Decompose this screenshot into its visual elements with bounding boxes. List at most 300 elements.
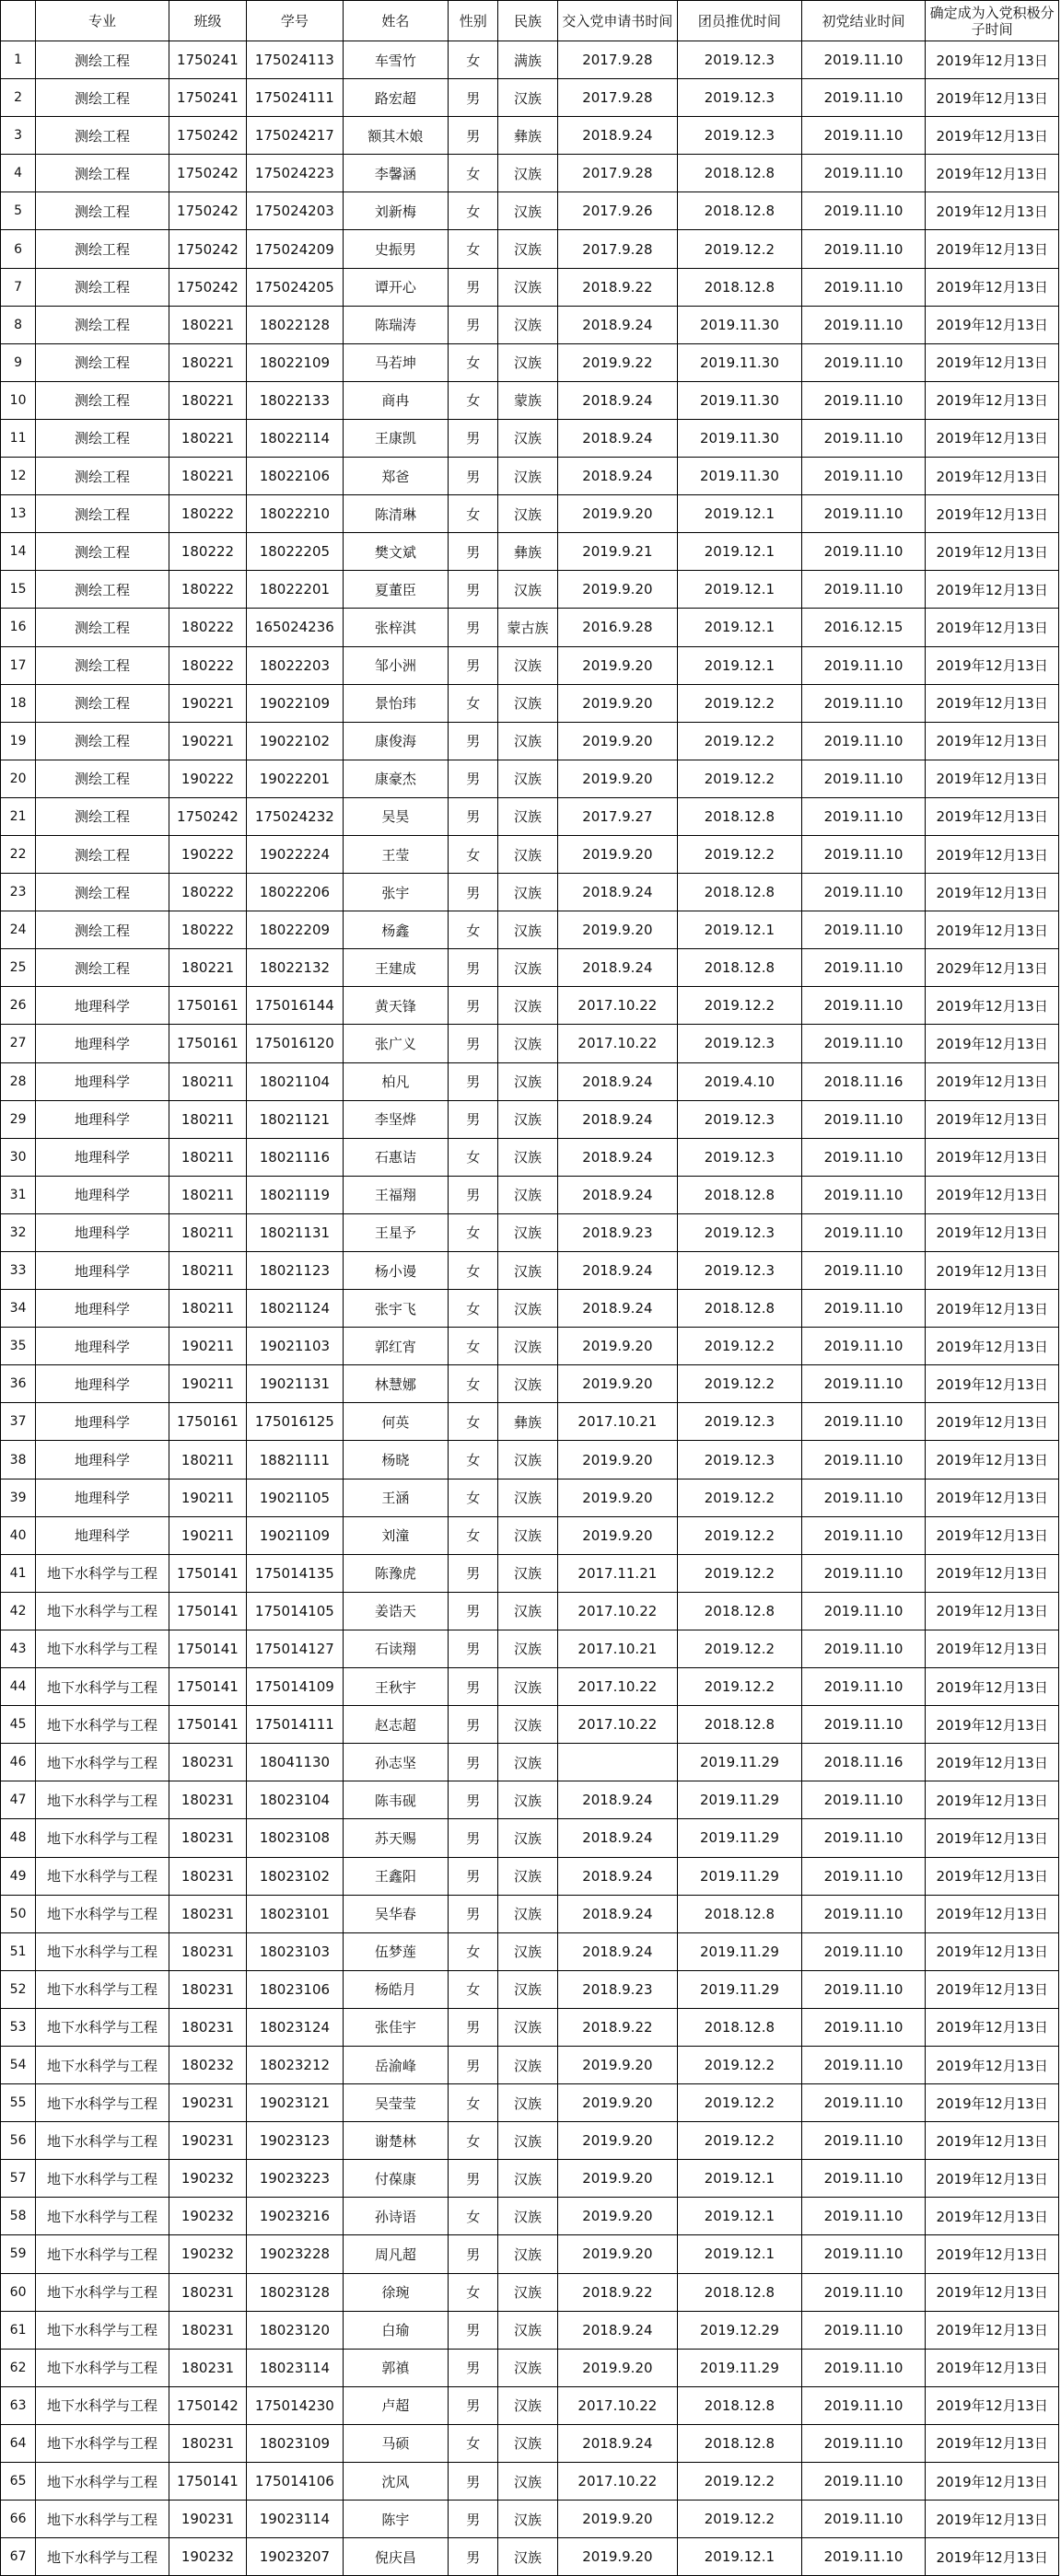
training-date-cell: 2019.11.10 (801, 117, 926, 155)
ethnicity-cell: 汉族 (498, 1290, 557, 1328)
gender-cell: 男 (449, 722, 498, 760)
major-cell: 测绘工程 (36, 419, 169, 457)
activist-date-cell: 2019年12月13日 (926, 2084, 1059, 2122)
gender-cell: 男 (449, 1819, 498, 1857)
recommendation-date-cell: 2019.12.3 (678, 79, 802, 117)
recommendation-date-cell: 2018.12.8 (678, 2273, 802, 2311)
student-id-cell: 18021123 (247, 1252, 343, 1290)
gender-cell: 女 (449, 41, 498, 79)
student-id-cell: 175014105 (247, 1592, 343, 1630)
class-cell: 1750242 (169, 192, 246, 230)
col-name-header: 姓名 (343, 1, 448, 41)
class-cell: 180222 (169, 533, 246, 571)
table-row (1, 722, 1059, 760)
name-cell: 额其木娘 (343, 117, 448, 155)
activist-date-cell: 2019年12月13日 (926, 2424, 1059, 2462)
major-cell: 地理科学 (36, 1290, 169, 1328)
name-cell: 王福翔 (343, 1176, 448, 1213)
gender-cell: 女 (449, 155, 498, 192)
application-date-cell: 2018.9.22 (557, 2273, 678, 2311)
class-cell: 190211 (169, 1365, 246, 1403)
class-cell: 180231 (169, 1895, 246, 1932)
recommendation-date-cell: 2019.4.10 (678, 1062, 802, 1100)
table-body (1, 41, 1059, 2576)
gender-cell: 男 (449, 874, 498, 911)
recommendation-date-cell: 2019.12.3 (678, 1138, 802, 1176)
gender-cell: 女 (449, 1328, 498, 1365)
activist-date-cell: 2019年12月13日 (926, 911, 1059, 949)
application-date-cell: 2019.9.20 (557, 2122, 678, 2160)
activist-date-cell: 2019年12月13日 (926, 1176, 1059, 1213)
student-id-cell: 19021131 (247, 1365, 343, 1403)
student-id-cell: 18023120 (247, 2311, 343, 2349)
recommendation-date-cell: 2019.11.30 (678, 419, 802, 457)
ethnicity-cell: 汉族 (498, 2235, 557, 2273)
row-index: 4 (1, 155, 36, 192)
class-cell: 180221 (169, 343, 246, 381)
row-index: 33 (1, 1252, 36, 1290)
table-row (1, 1479, 1059, 1516)
row-index: 25 (1, 949, 36, 987)
ethnicity-cell: 汉族 (498, 987, 557, 1025)
row-index: 62 (1, 2349, 36, 2386)
training-date-cell: 2019.11.10 (801, 571, 926, 609)
recommendation-date-cell: 2018.12.8 (678, 797, 802, 835)
gender-cell: 男 (449, 2463, 498, 2501)
training-date-cell: 2019.11.10 (801, 495, 926, 533)
activist-date-cell: 2019年12月13日 (926, 1744, 1059, 1781)
training-date-cell: 2019.11.10 (801, 155, 926, 192)
col-class-header: 班级 (169, 1, 246, 41)
training-date-cell: 2019.11.10 (801, 533, 926, 571)
table-row (1, 495, 1059, 533)
name-cell: 卢超 (343, 2386, 448, 2424)
row-index: 46 (1, 1744, 36, 1781)
table-row (1, 117, 1059, 155)
class-cell: 1750142 (169, 2386, 246, 2424)
activist-date-cell: 2019年12月13日 (926, 1138, 1059, 1176)
training-date-cell: 2019.11.10 (801, 835, 926, 873)
row-index: 34 (1, 1290, 36, 1328)
name-cell: 邹小洲 (343, 646, 448, 684)
major-cell: 测绘工程 (36, 192, 169, 230)
class-cell: 180211 (169, 1441, 246, 1479)
application-date-cell: 2017.9.28 (557, 79, 678, 117)
class-cell: 180232 (169, 2046, 246, 2083)
row-index: 40 (1, 1516, 36, 1554)
student-id-cell: 18021104 (247, 1062, 343, 1100)
ethnicity-cell: 汉族 (498, 1932, 557, 1970)
student-id-cell: 19023121 (247, 2084, 343, 2122)
major-cell: 地下水科学与工程 (36, 2386, 169, 2424)
table-row (1, 2235, 1059, 2273)
row-index: 9 (1, 343, 36, 381)
major-cell: 地理科学 (36, 1516, 169, 1554)
table-row (1, 343, 1059, 381)
name-cell: 陈清琳 (343, 495, 448, 533)
training-date-cell: 2019.11.10 (801, 1970, 926, 2008)
recommendation-date-cell: 2018.12.8 (678, 1290, 802, 1328)
activist-date-cell: 2019年12月13日 (926, 1025, 1059, 1062)
ethnicity-cell: 汉族 (498, 1819, 557, 1857)
name-cell: 沈风 (343, 2463, 448, 2501)
name-cell: 张广义 (343, 1025, 448, 1062)
training-date-cell: 2019.11.10 (801, 2273, 926, 2311)
class-cell: 180221 (169, 381, 246, 419)
major-cell: 地理科学 (36, 1176, 169, 1213)
col-gender-header: 性别 (449, 1, 498, 41)
class-cell: 190231 (169, 2501, 246, 2538)
class-cell: 190211 (169, 1328, 246, 1365)
training-date-cell: 2019.11.10 (801, 1025, 926, 1062)
major-cell: 地下水科学与工程 (36, 2046, 169, 2083)
gender-cell: 男 (449, 2501, 498, 2538)
training-date-cell: 2019.11.10 (801, 874, 926, 911)
row-index: 58 (1, 2198, 36, 2235)
class-cell: 190221 (169, 722, 246, 760)
gender-cell: 女 (449, 1252, 498, 1290)
major-cell: 测绘工程 (36, 230, 169, 268)
ethnicity-cell: 蒙族 (498, 381, 557, 419)
ethnicity-cell: 彝族 (498, 533, 557, 571)
name-cell: 孙志坚 (343, 1744, 448, 1781)
class-cell: 1750141 (169, 1668, 246, 1706)
student-id-cell: 19023228 (247, 2235, 343, 2273)
row-index: 5 (1, 192, 36, 230)
application-date-cell: 2018.9.24 (557, 1819, 678, 1857)
application-date-cell: 2019.9.20 (557, 911, 678, 949)
row-index: 45 (1, 1706, 36, 1744)
application-date-cell: 2019.9.20 (557, 1365, 678, 1403)
application-date-cell: 2019.9.20 (557, 760, 678, 797)
recommendation-date-cell: 2019.12.3 (678, 1403, 802, 1441)
gender-cell: 男 (449, 1062, 498, 1100)
class-cell: 1750141 (169, 1706, 246, 1744)
student-id-cell: 175024209 (247, 230, 343, 268)
row-index: 59 (1, 2235, 36, 2273)
application-date-cell: 2019.9.20 (557, 1328, 678, 1365)
student-id-cell: 18022128 (247, 306, 343, 343)
training-date-cell: 2019.11.10 (801, 1706, 926, 1744)
major-cell: 测绘工程 (36, 722, 169, 760)
row-index: 21 (1, 797, 36, 835)
recommendation-date-cell: 2019.12.2 (678, 1516, 802, 1554)
training-date-cell: 2019.11.10 (801, 1592, 926, 1630)
row-index: 43 (1, 1630, 36, 1667)
name-cell: 张宇 (343, 874, 448, 911)
recommendation-date-cell: 2019.12.2 (678, 2463, 802, 2501)
gender-cell: 男 (449, 419, 498, 457)
activist-date-cell: 2019年12月13日 (926, 1592, 1059, 1630)
row-index: 55 (1, 2084, 36, 2122)
training-date-cell: 2019.11.10 (801, 2349, 926, 2386)
major-cell: 地理科学 (36, 1441, 169, 1479)
gender-cell: 男 (449, 268, 498, 306)
student-id-cell: 175014135 (247, 1554, 343, 1592)
row-index: 26 (1, 987, 36, 1025)
activist-date-cell: 2019年12月13日 (926, 2122, 1059, 2160)
name-cell: 陈豫虎 (343, 1554, 448, 1592)
major-cell: 测绘工程 (36, 949, 169, 987)
table-row (1, 646, 1059, 684)
student-id-cell: 175016144 (247, 987, 343, 1025)
major-cell: 地下水科学与工程 (36, 1819, 169, 1857)
student-id-cell: 18022209 (247, 911, 343, 949)
major-cell: 地下水科学与工程 (36, 2463, 169, 2501)
activist-date-cell: 2019年12月13日 (926, 268, 1059, 306)
row-index: 32 (1, 1213, 36, 1251)
student-id-cell: 175024232 (247, 797, 343, 835)
table-row (1, 2463, 1059, 2501)
student-id-cell: 18022205 (247, 533, 343, 571)
major-cell: 地理科学 (36, 1025, 169, 1062)
student-id-cell: 19021105 (247, 1479, 343, 1516)
major-cell: 地下水科学与工程 (36, 1592, 169, 1630)
activist-date-cell: 2019年12月13日 (926, 1668, 1059, 1706)
row-index: 53 (1, 2008, 36, 2046)
major-cell: 测绘工程 (36, 79, 169, 117)
ethnicity-cell: 汉族 (498, 192, 557, 230)
application-date-cell: 2018.9.24 (557, 1138, 678, 1176)
student-id-cell: 19023216 (247, 2198, 343, 2235)
application-date-cell: 2019.9.20 (557, 2160, 678, 2198)
student-id-cell: 18021116 (247, 1138, 343, 1176)
recommendation-date-cell: 2019.12.3 (678, 1441, 802, 1479)
activist-date-cell: 2019年12月13日 (926, 987, 1059, 1025)
table-row (1, 2198, 1059, 2235)
activist-date-cell: 2019年12月13日 (926, 571, 1059, 609)
application-date-cell: 2019.9.20 (557, 646, 678, 684)
training-date-cell: 2019.11.10 (801, 1403, 926, 1441)
application-date-cell: 2019.9.20 (557, 2198, 678, 2235)
row-index: 35 (1, 1328, 36, 1365)
gender-cell: 女 (449, 230, 498, 268)
recommendation-date-cell: 2018.12.8 (678, 1176, 802, 1213)
name-cell: 樊文斌 (343, 533, 448, 571)
application-date-cell: 2018.9.24 (557, 419, 678, 457)
major-cell: 测绘工程 (36, 117, 169, 155)
row-index: 66 (1, 2501, 36, 2538)
major-cell: 测绘工程 (36, 155, 169, 192)
student-id-cell: 18023101 (247, 1895, 343, 1932)
table-row (1, 1895, 1059, 1932)
class-cell: 180211 (169, 1213, 246, 1251)
major-cell: 地下水科学与工程 (36, 2501, 169, 2538)
student-id-cell: 19023123 (247, 2122, 343, 2160)
name-cell: 黄天锋 (343, 987, 448, 1025)
gender-cell: 男 (449, 2538, 498, 2576)
ethnicity-cell: 汉族 (498, 2084, 557, 2122)
major-cell: 地下水科学与工程 (36, 1895, 169, 1932)
student-id-cell: 18022206 (247, 874, 343, 911)
table-row (1, 2349, 1059, 2386)
training-date-cell: 2019.11.10 (801, 1554, 926, 1592)
row-index: 37 (1, 1403, 36, 1441)
table-row (1, 155, 1059, 192)
name-cell: 刘潼 (343, 1516, 448, 1554)
gender-cell: 男 (449, 2349, 498, 2386)
gender-cell: 男 (449, 1100, 498, 1138)
table-row (1, 1819, 1059, 1857)
table-row (1, 458, 1059, 495)
activist-date-cell: 2019年12月13日 (926, 1630, 1059, 1667)
name-cell: 史振男 (343, 230, 448, 268)
gender-cell: 男 (449, 1025, 498, 1062)
training-date-cell: 2019.11.10 (801, 722, 926, 760)
table-row (1, 1554, 1059, 1592)
name-cell: 张佳宇 (343, 2008, 448, 2046)
name-cell: 郑爸 (343, 458, 448, 495)
ethnicity-cell: 汉族 (498, 1516, 557, 1554)
activist-date-cell: 2019年12月13日 (926, 306, 1059, 343)
table-row (1, 1025, 1059, 1062)
row-index: 56 (1, 2122, 36, 2160)
gender-cell: 男 (449, 1857, 498, 1895)
class-cell: 190221 (169, 684, 246, 722)
class-cell: 1750141 (169, 1554, 246, 1592)
class-cell: 180231 (169, 2273, 246, 2311)
activist-date-cell: 2019年12月13日 (926, 41, 1059, 79)
recommendation-date-cell: 2019.12.3 (678, 1252, 802, 1290)
name-cell: 陈宇 (343, 2501, 448, 2538)
activist-date-cell: 2019年12月13日 (926, 2008, 1059, 2046)
ethnicity-cell: 汉族 (498, 1328, 557, 1365)
recommendation-date-cell: 2019.12.2 (678, 684, 802, 722)
activist-date-cell: 2019年12月13日 (926, 2046, 1059, 2083)
activist-date-cell: 2019年12月13日 (926, 1706, 1059, 1744)
application-date-cell: 2019.9.20 (557, 2349, 678, 2386)
recommendation-date-cell: 2019.12.2 (678, 760, 802, 797)
name-cell: 徐琬 (343, 2273, 448, 2311)
table-row (1, 571, 1059, 609)
table-row (1, 835, 1059, 873)
name-cell: 王涵 (343, 1479, 448, 1516)
ethnicity-cell: 汉族 (498, 760, 557, 797)
activist-date-cell: 2019年12月13日 (926, 2463, 1059, 2501)
gender-cell: 女 (449, 495, 498, 533)
row-index: 39 (1, 1479, 36, 1516)
name-cell: 夏董臣 (343, 571, 448, 609)
header-row (1, 1, 1059, 41)
student-id-cell: 18023114 (247, 2349, 343, 2386)
training-date-cell: 2019.11.10 (801, 41, 926, 79)
row-index: 8 (1, 306, 36, 343)
major-cell: 测绘工程 (36, 571, 169, 609)
table-row (1, 2538, 1059, 2576)
activist-date-cell: 2019年12月13日 (926, 1100, 1059, 1138)
training-date-cell: 2019.11.10 (801, 1781, 926, 1819)
class-cell: 190232 (169, 2160, 246, 2198)
name-cell: 杨晓 (343, 1441, 448, 1479)
table-row (1, 1932, 1059, 1970)
student-id-cell: 18023106 (247, 1970, 343, 2008)
major-cell: 测绘工程 (36, 343, 169, 381)
name-cell: 何英 (343, 1403, 448, 1441)
name-cell: 商冉 (343, 381, 448, 419)
gender-cell: 男 (449, 533, 498, 571)
ethnicity-cell: 彝族 (498, 117, 557, 155)
row-index: 22 (1, 835, 36, 873)
row-index: 15 (1, 571, 36, 609)
name-cell: 石惠诘 (343, 1138, 448, 1176)
row-index: 49 (1, 1857, 36, 1895)
class-cell: 180231 (169, 2008, 246, 2046)
ethnicity-cell: 汉族 (498, 2273, 557, 2311)
recommendation-date-cell: 2019.12.1 (678, 495, 802, 533)
gender-cell: 男 (449, 1592, 498, 1630)
table-row (1, 230, 1059, 268)
ethnicity-cell: 汉族 (498, 2046, 557, 2083)
ethnicity-cell: 汉族 (498, 874, 557, 911)
class-cell: 180231 (169, 1932, 246, 1970)
training-date-cell: 2019.11.10 (801, 2463, 926, 2501)
recommendation-date-cell: 2019.12.2 (678, 2046, 802, 2083)
major-cell: 测绘工程 (36, 874, 169, 911)
name-cell: 陈瑞涛 (343, 306, 448, 343)
ethnicity-cell: 汉族 (498, 835, 557, 873)
student-id-cell: 18021119 (247, 1176, 343, 1213)
activist-date-cell: 2019年12月13日 (926, 79, 1059, 117)
gender-cell: 男 (449, 797, 498, 835)
application-date-cell: 2018.9.24 (557, 1857, 678, 1895)
activist-date-cell: 2019年12月13日 (926, 797, 1059, 835)
application-date-cell: 2017.10.22 (557, 1706, 678, 1744)
major-cell: 测绘工程 (36, 684, 169, 722)
name-cell: 白瑜 (343, 2311, 448, 2349)
ethnicity-cell: 汉族 (498, 2198, 557, 2235)
training-date-cell: 2019.11.10 (801, 2046, 926, 2083)
name-cell: 李馨涵 (343, 155, 448, 192)
name-cell: 马若坤 (343, 343, 448, 381)
class-cell: 1750141 (169, 2463, 246, 2501)
name-cell: 王莹 (343, 835, 448, 873)
activist-date-cell: 2019年12月13日 (926, 1403, 1059, 1441)
training-date-cell: 2019.11.10 (801, 1252, 926, 1290)
major-cell: 测绘工程 (36, 268, 169, 306)
activist-date-cell: 2019年12月13日 (926, 1857, 1059, 1895)
table-row (1, 797, 1059, 835)
gender-cell: 男 (449, 609, 498, 646)
table-row (1, 1403, 1059, 1441)
row-index: 41 (1, 1554, 36, 1592)
gender-cell: 男 (449, 1744, 498, 1781)
recommendation-date-cell: 2018.12.8 (678, 2008, 802, 2046)
application-date-cell: 2018.9.24 (557, 458, 678, 495)
name-cell: 张宇飞 (343, 1290, 448, 1328)
recommendation-date-cell: 2019.12.1 (678, 2160, 802, 2198)
recommendation-date-cell: 2019.12.2 (678, 1479, 802, 1516)
gender-cell: 男 (449, 1895, 498, 1932)
activist-date-cell: 2029年12月13日 (926, 949, 1059, 987)
training-date-cell: 2019.11.10 (801, 192, 926, 230)
gender-cell: 男 (449, 2235, 498, 2273)
table-row (1, 1365, 1059, 1403)
student-id-cell: 19021103 (247, 1328, 343, 1365)
training-date-cell: 2016.12.15 (801, 609, 926, 646)
student-id-cell: 18023103 (247, 1932, 343, 1970)
name-cell: 康俊海 (343, 722, 448, 760)
recommendation-date-cell: 2019.12.2 (678, 722, 802, 760)
application-date-cell: 2019.9.22 (557, 343, 678, 381)
major-cell: 测绘工程 (36, 306, 169, 343)
table-row (1, 609, 1059, 646)
name-cell: 周凡超 (343, 2235, 448, 2273)
ethnicity-cell: 汉族 (498, 1138, 557, 1176)
table-row (1, 419, 1059, 457)
application-date-cell: 2018.9.24 (557, 1252, 678, 1290)
major-cell: 地下水科学与工程 (36, 2273, 169, 2311)
class-cell: 190232 (169, 2198, 246, 2235)
